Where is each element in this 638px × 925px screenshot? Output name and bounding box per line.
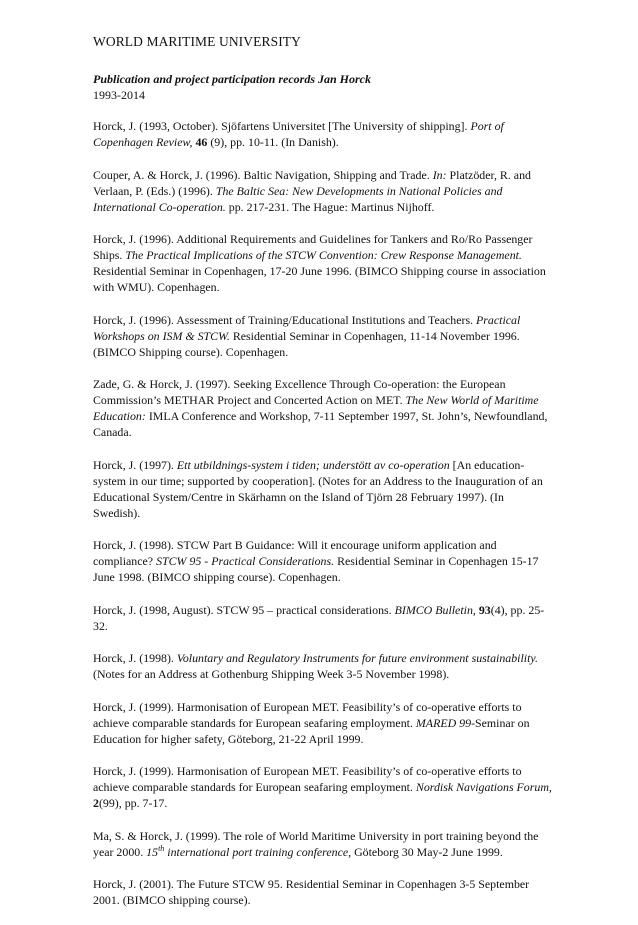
reference-entry: Horck, J. (1999). Harmonisation of European MET. Feasibility’s of co-operative efforts to achieve comparable standards for European seafaring employment. Nordisk Navigations Forum, 2(99), pp. 7-17. xyxy=(93,764,552,810)
reference-entry: Zade, G. & Horck, J. (1997). Seeking Excellence Through Co-operation: the European Commission’s METHAR Project and Concerted Action on MET. The New World of Maritime Education: IMLA Conference and Workshop, 7-11 September 1997, St. John’s, Newfoundland, Canada. xyxy=(93,377,548,439)
reference-entry: Horck, J. (1998). STCW Part B Guidance: Will it encourage uniform application and compliance? STCW 95 - Practical Considerations. Residential Seminar in Copenhagen 15-17 June 1998. (BIMCO shipping course). Copenhagen. xyxy=(93,538,539,584)
reference-entry: Horck, J. (1996). Assessment of Training/Educational Institutions and Teachers. Practical Workshops on ISM & STCW. Residential Seminar in Copenhagen, 11-14 November 1996. (BIMCO Shipping course). Copenhagen. xyxy=(93,312,521,359)
institution-header: WORLD MARITIME UNIVERSITY xyxy=(93,34,301,49)
document-page xyxy=(93,33,553,925)
reference-entry: Horck, J. (1999). Harmonisation of European MET. Feasibility’s of co-operative efforts to achieve comparable standards for European seafaring employment. MARED 99-Seminar on Education for higher safety, Göteborg, 21-22 April 1999. xyxy=(93,699,530,746)
document-title: Publication and project participation records Jan Horck xyxy=(93,72,372,86)
reference-entry: Horck, J. (1996). Additional Requirements and Guidelines for Tankers and Ro/Ro Passenger Ships. The Practical Implications of the STCW Convention: Crew Response Management. Residential Seminar in Copenhagen, 17-20 June 1996. (BIMCO Shipping course in association with WMU). Copenhagen. xyxy=(93,232,546,294)
reference-entry: Couper, A. & Horck, J. (1996). Baltic Navigation, Shipping and Trade. In: Platzöder, R. and Verlaan, P. (Eds.) (1996). The Baltic Sea: New Developments in National Policies and International Co-operation. pp. 217-231. The Hague: Martinus Nijhoff. xyxy=(93,167,531,214)
reference-entry: Horck, J. (2001). The Future STCW 95. Residential Seminar in Copenhagen 3-5 September 2001. (BIMCO shipping course). xyxy=(93,877,530,907)
reference-entry: Horck, J. (1998). Voluntary and Regulatory Instruments for future environment sustainability. (Notes for an Address at Gothenburg Shipping Week 3-5 November 1998). xyxy=(93,651,538,681)
reference-entry: Horck, J. (1993, October). Sjöfartens Universitet [The University of shipping]. Port of Copenhagen Review, 46 (9), pp. 10-11. (In Danish). xyxy=(93,119,504,149)
reference-entry: Horck, J. (1998, August). STCW 95 – practical considerations. BIMCO Bulletin, 93(4), pp. 25-32. xyxy=(93,602,545,633)
reference-entry: Ma, S. & Horck, J. (1999). The role of World Maritime University in port training beyond the year 2000. 15th international port training conference, Göteborg 30 May-2 June 1999. xyxy=(93,828,539,859)
reference-entry: Horck, J. (1997). Ett utbildnings-system i tiden; understött av co-operation [An education-system in our time; supported by cooperation]. (Notes for an Address to the Inauguration of an Educational System/Centre in Skärhamn on the Island of Tjörn 28 February 1997). (In Swedish). xyxy=(93,457,543,520)
year-range: 1993-2014 xyxy=(93,88,145,102)
